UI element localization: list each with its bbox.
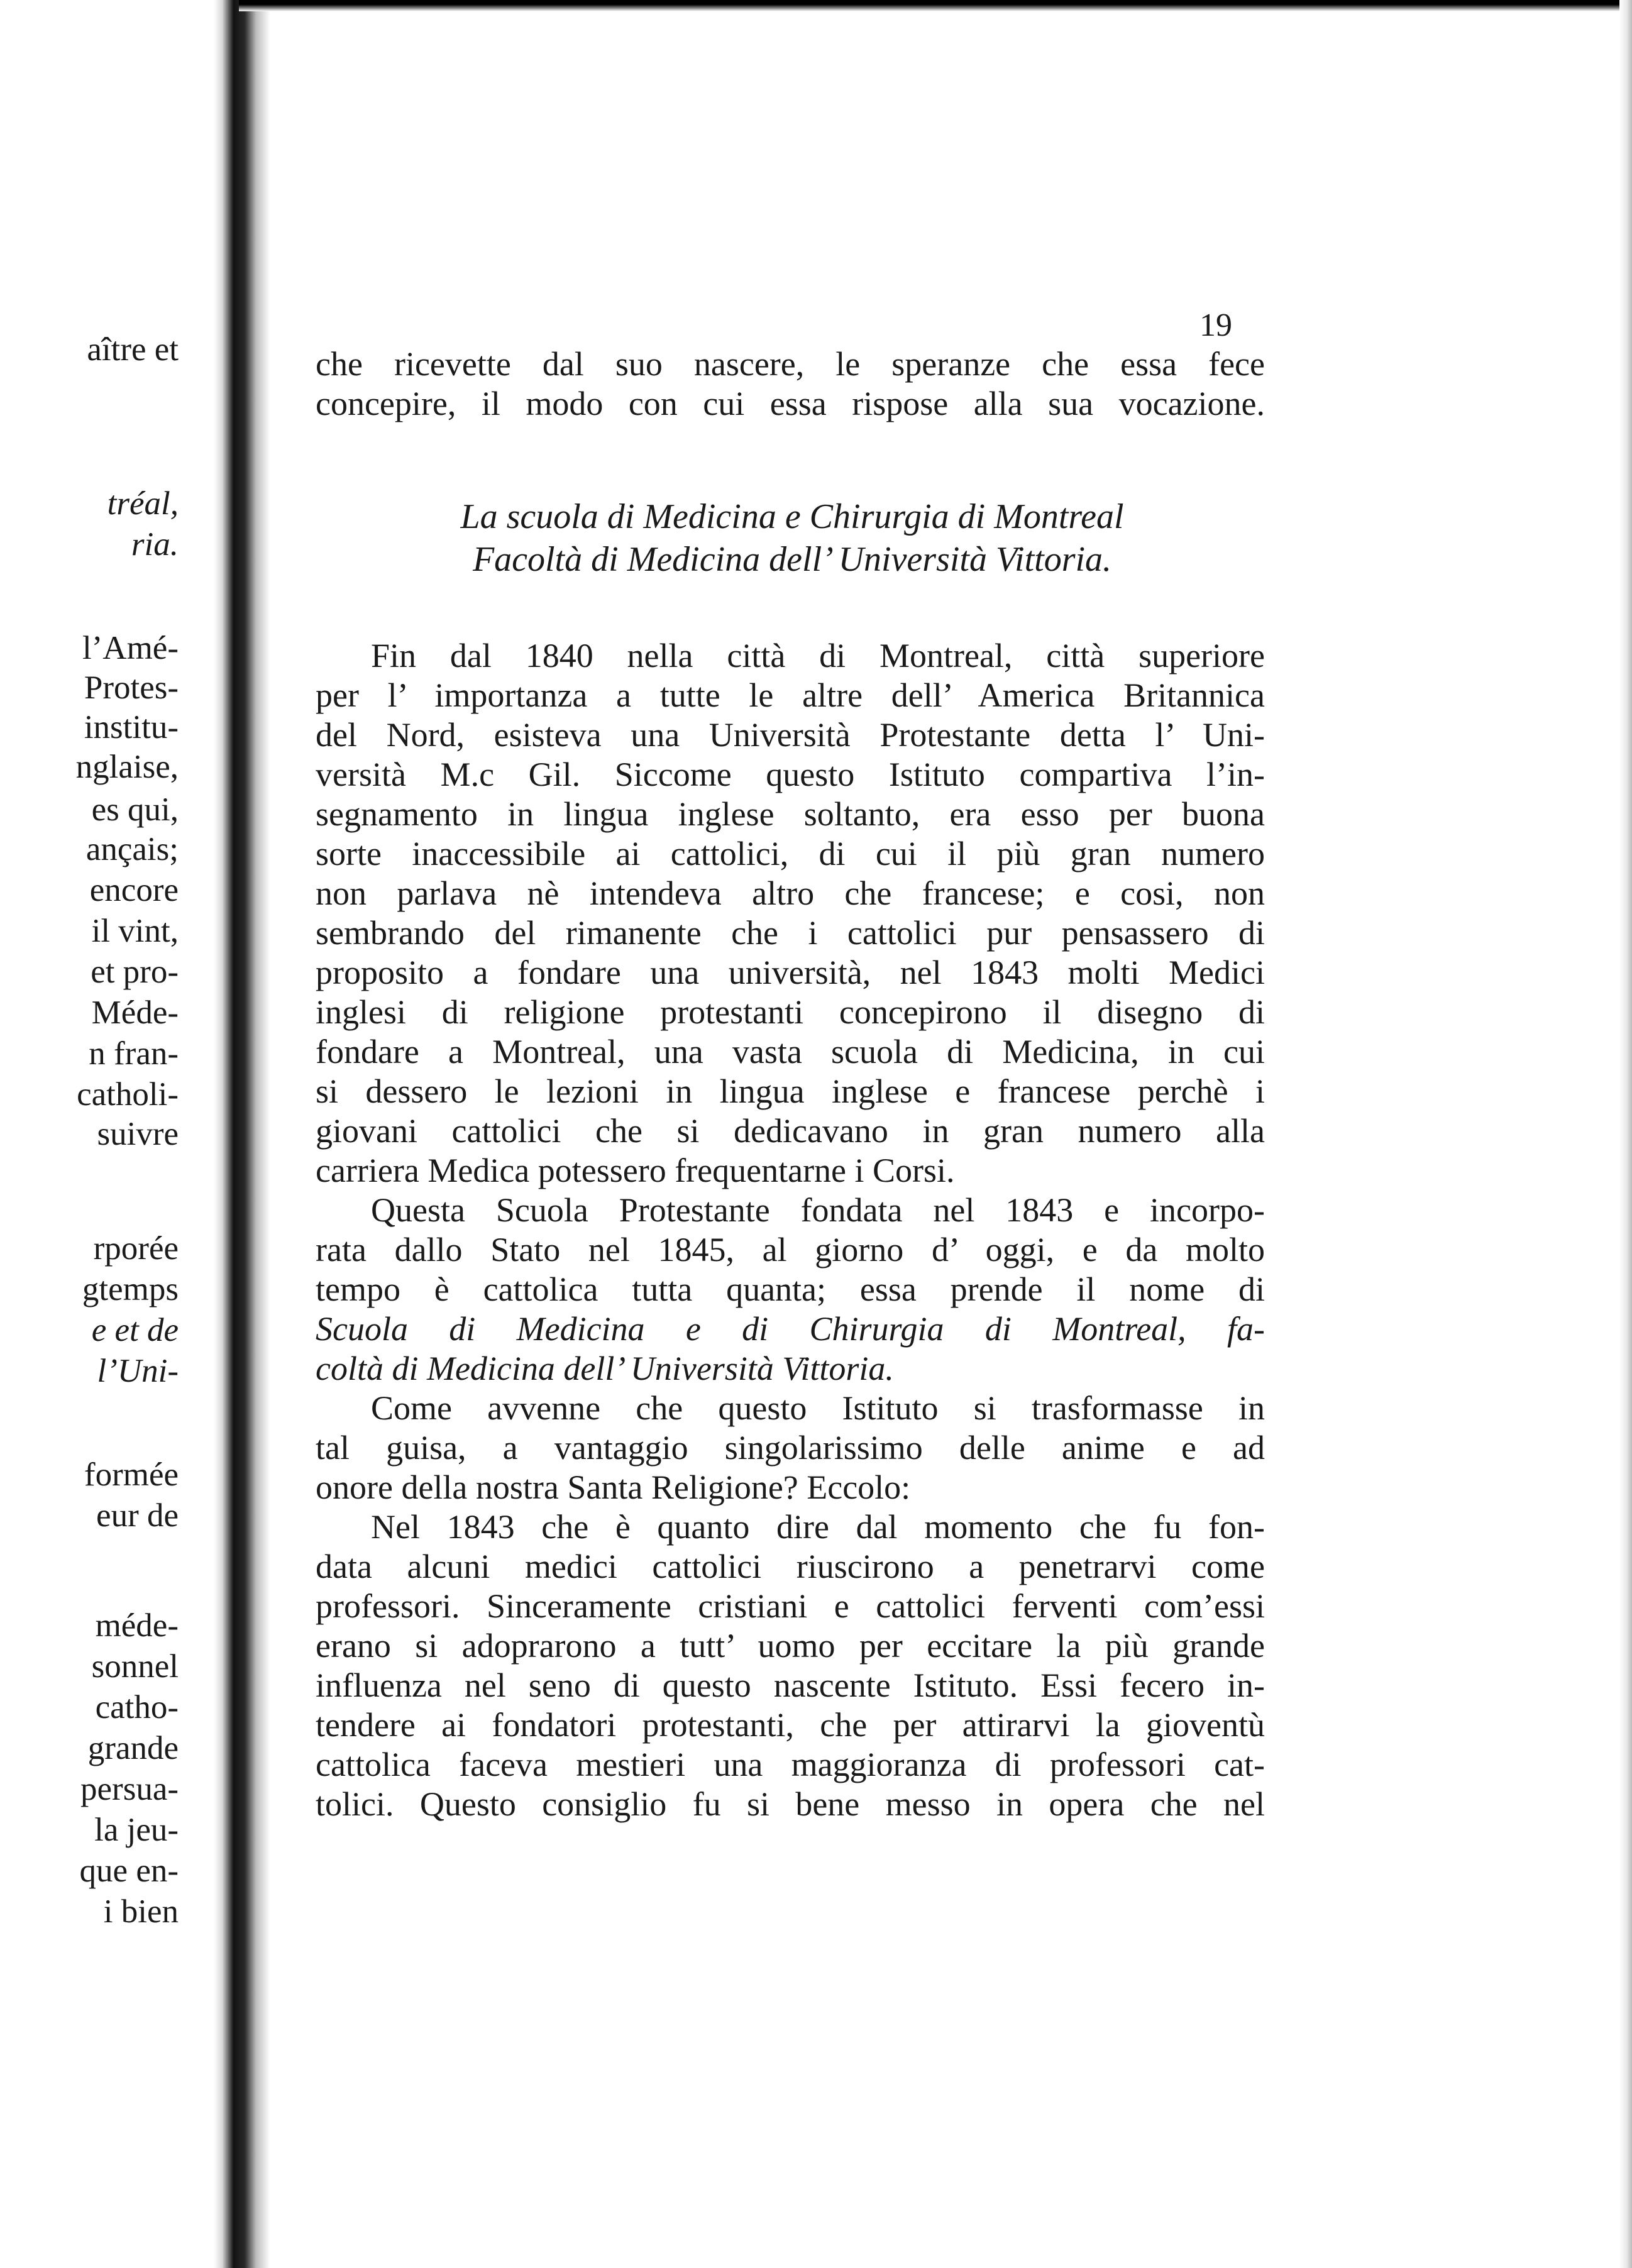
- text-line: influenza nel seno di questo nascente Istituto. Essi fecero in-: [316, 1666, 1265, 1704]
- text-line: sembrando del rimanente che i cattolici pur pensassero di: [316, 914, 1265, 952]
- text-line: tal guisa, a vantaggio singolarissimo delle anime e ad: [316, 1429, 1265, 1467]
- facing-page-line: la jeu-: [94, 1812, 179, 1848]
- page-number: 19: [1199, 307, 1232, 343]
- text-line: coltà di Medicina dell’ Università Vittoria.: [316, 1350, 894, 1387]
- text-line: proposito a fondare una università, nel 1843 molti Medici: [316, 954, 1265, 991]
- text-line: cattolica faceva mestieri una maggioranza di professori cat-: [316, 1746, 1265, 1783]
- text-line: Come avvenne che questo Istituto si trasformasse in: [371, 1389, 1265, 1427]
- facing-page-line: l’Amé-: [82, 630, 179, 666]
- text-line: carriera Medica potessero frequentarne i Corsi.: [316, 1152, 955, 1189]
- facing-page-line: nglaise,: [75, 749, 179, 785]
- text-line: Nel 1843 che è quanto dire dal momento che fu fon-: [371, 1508, 1265, 1546]
- facing-page-fragment: [0, 0, 214, 2268]
- facing-page-line: l’Uni-: [97, 1353, 179, 1389]
- facing-page-line: sonnel: [91, 1648, 179, 1685]
- facing-page-line: es qui,: [91, 791, 179, 828]
- facing-page-line: e et de: [91, 1312, 179, 1348]
- text-line: professori. Sinceramente cristiani e cattolici ferventi com’essi: [316, 1587, 1265, 1625]
- facing-page-line: Protes-: [84, 669, 179, 706]
- text-line: Fin dal 1840 nella città di Montreal, città superiore: [371, 637, 1265, 674]
- facing-page-line: encore: [89, 872, 179, 908]
- facing-page-line: ançais;: [85, 831, 179, 867]
- page-right-edge: [1619, 0, 1632, 2268]
- text-line: che ricevette dal suo nascere, le speranze che essa fece: [316, 345, 1265, 383]
- section-heading: [327, 495, 1257, 581]
- text-line: sorte inaccessibile ai cattolici, di cui il più gran numero: [316, 835, 1265, 873]
- text-line: non parlava nè intendeva altro che francese; e cosi, non: [316, 874, 1265, 912]
- facing-page-line: rporée: [93, 1230, 179, 1267]
- text-line: versità M.c Gil. Siccome questo Istituto compartiva l’in-: [316, 756, 1265, 793]
- text-line: Scuola di Medicina e di Chirurgia di Montreal, fa-: [316, 1310, 1265, 1348]
- text-line: erano si adoprarono a tutt’ uomo per eccitare la più grande: [316, 1627, 1265, 1665]
- facing-page-line: catholi-: [77, 1076, 179, 1113]
- text-line: si dessero le lezioni in lingua inglese e francese perchè i: [316, 1072, 1265, 1110]
- facing-page-line: persua-: [80, 1771, 179, 1807]
- book-gutter: [214, 0, 270, 2268]
- text-line: del Nord, esisteva una Università Protestante detta l’ Uni-: [316, 716, 1265, 754]
- text-line: tempo è cattolica tutta quanta; essa prende il nome di: [316, 1270, 1265, 1308]
- heading-line: La scuola di Medicina e Chirurgia di Montreal: [460, 497, 1124, 536]
- facing-page-line: et pro-: [91, 954, 179, 990]
- text-line: Questa Scuola Protestante fondata nel 1843 e incorpo-: [371, 1191, 1265, 1229]
- facing-page-line: ria.: [131, 526, 179, 563]
- text-line: tendere ai fondatori protestanti, che per attirarvi la gioventù: [316, 1706, 1265, 1744]
- facing-page-line: méde-: [95, 1607, 179, 1644]
- facing-page-line: aître et: [87, 331, 179, 368]
- text-line: fondare a Montreal, una vasta scuola di Medicina, in cui: [316, 1033, 1265, 1071]
- facing-page-line: n fran-: [89, 1035, 179, 1072]
- facing-page-line: suivre: [97, 1116, 179, 1152]
- opening-paragraph: [316, 344, 1265, 424]
- text-line: segnamento in lingua inglese soltanto, era esso per buona: [316, 795, 1265, 833]
- facing-page-line: formée: [84, 1456, 179, 1493]
- text-line: onore della nostra Santa Religione? Eccolo:: [316, 1468, 911, 1506]
- facing-page-line: i bien: [103, 1893, 179, 1930]
- text-line: data alcuni medici cattolici riuscirono a penetrarvi come: [316, 1548, 1265, 1585]
- text-line: per l’ importanza a tutte le altre dell’ America Britannica: [316, 676, 1265, 714]
- facing-page-line: tréal,: [107, 485, 179, 522]
- page-top-edge: [239, 0, 1632, 11]
- facing-page-line: Méde-: [91, 994, 179, 1031]
- facing-page-line: catho-: [95, 1689, 179, 1726]
- facing-page-line: gtemps: [82, 1271, 179, 1307]
- text-line: concepire, il modo con cui essa rispose alla sua vocazione.: [316, 385, 1265, 422]
- text-line: giovani cattolici che si dedicavano in gran numero alla: [316, 1112, 1265, 1150]
- facing-page-line: institu-: [84, 709, 179, 746]
- facing-page-line: il vint,: [91, 913, 179, 949]
- facing-page-line: grande: [87, 1730, 179, 1766]
- facing-page-line: eur de: [96, 1497, 179, 1534]
- body-text: [316, 636, 1265, 1824]
- text-line: rata dallo Stato nel 1845, al giorno d’ oggi, e da molto: [316, 1231, 1265, 1269]
- text-line: inglesi di religione protestanti concepirono il disegno di: [316, 993, 1265, 1031]
- heading-line: Facoltà di Medicina dell’ Università Vittoria.: [472, 540, 1112, 579]
- text-line: tolici. Questo consiglio fu si bene messo in opera che nel: [316, 1785, 1265, 1823]
- facing-page-line: que en-: [79, 1852, 179, 1889]
